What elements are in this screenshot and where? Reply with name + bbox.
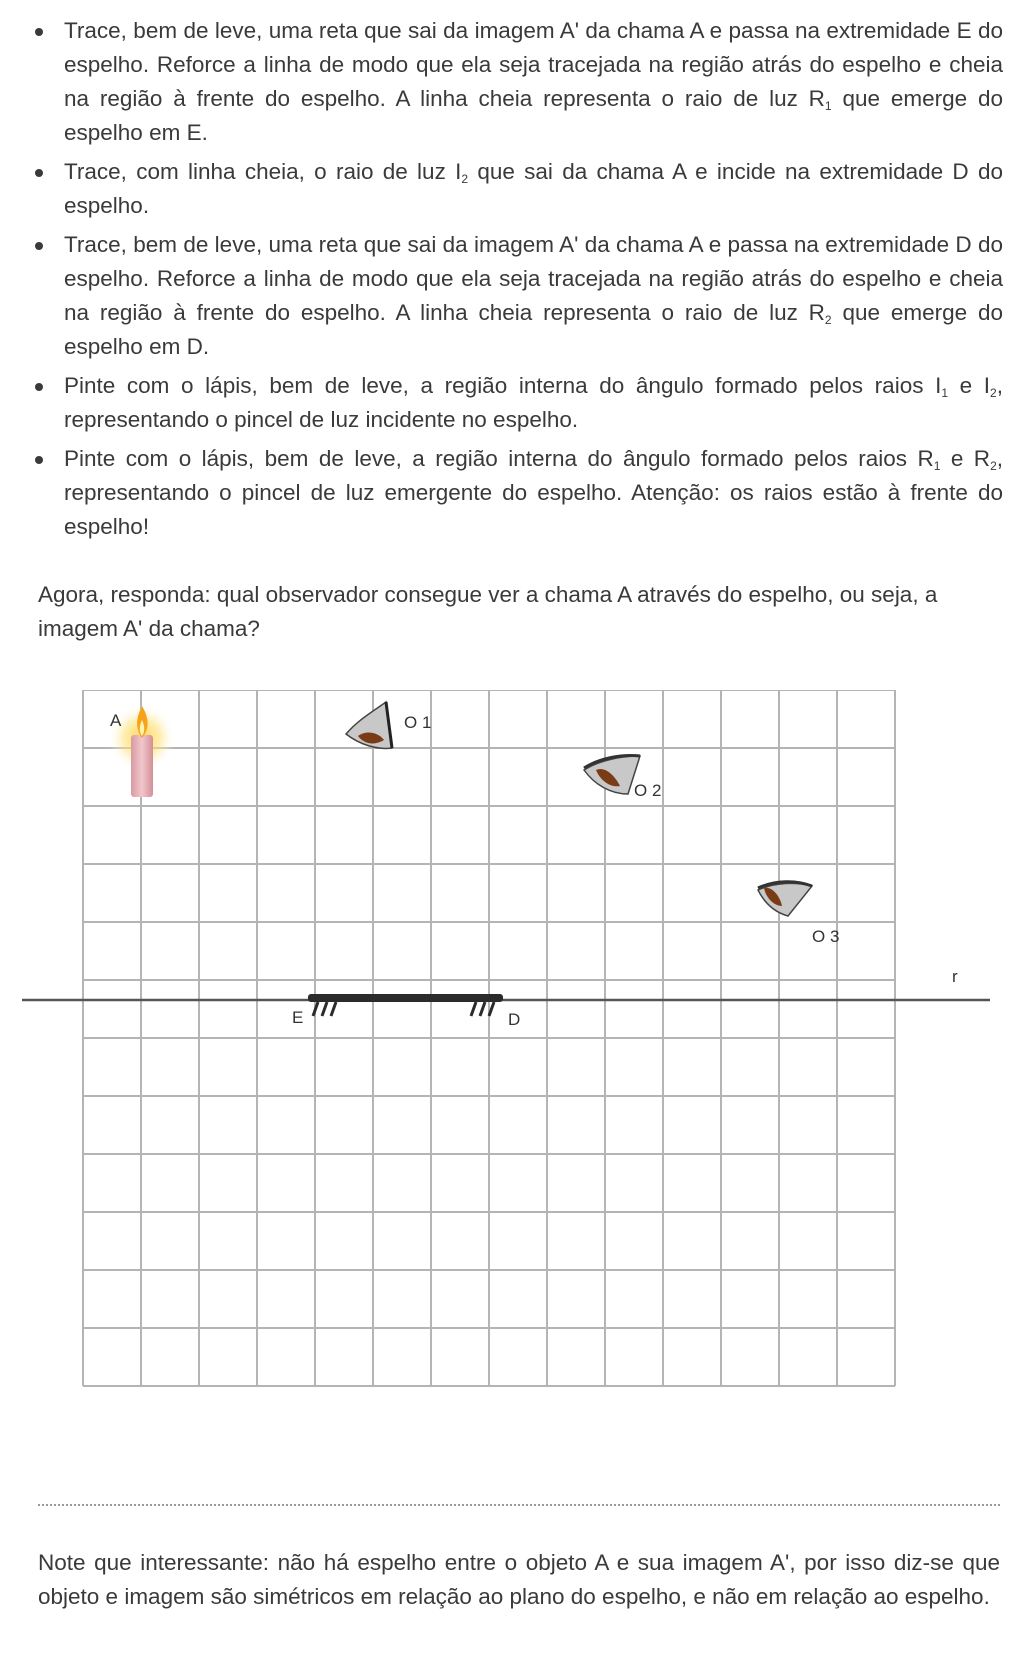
question-text: Agora, responda: qual observador consegue ver a chama A através do espelho, ou seja, a imagem A' da chama? — [38, 582, 938, 641]
observer-o2-label: O 2 — [634, 781, 662, 800]
instruction-list — [28, 14, 1003, 549]
instruction-text: , representando o pincel de luz incidente no espelho. — [64, 373, 1003, 432]
subscript: 1 — [824, 99, 832, 113]
observer-o1-label: O 1 — [404, 713, 432, 732]
instruction-item-5 — [28, 442, 1003, 544]
instruction-text: Trace, com linha cheia, o raio de luz I — [64, 159, 462, 184]
point-d-label: D — [508, 1010, 521, 1029]
instruction-item-2 — [28, 155, 1003, 223]
subscript: 2 — [461, 172, 469, 186]
figure-svg — [0, 690, 1024, 1430]
instruction-item-1 — [28, 14, 1003, 150]
instruction-text: Pinte com o lápis, bem de leve, a região interna do ângulo formado pelos raios R — [64, 446, 934, 471]
subscript: 1 — [941, 386, 949, 400]
instruction-text: Trace, bem de leve, uma reta que sai da imagem A' da chama A e passa na extremidade D do espelho. Reforce a linha de modo que ela seja tracejada na região atrás do espelho e cheia na região à frente do espelho. A linha cheia representa o raio de luz R — [64, 232, 1003, 325]
mirror-grid-figure — [0, 690, 1024, 1430]
observer-o3-label: O 3 — [812, 927, 840, 946]
eye-icon — [584, 756, 640, 795]
instruction-item-3 — [28, 228, 1003, 364]
instruction-text: , representando o pincel de luz emergente do espelho. Atenção: os raios estão à frente do espelho! — [64, 446, 1004, 539]
subscript: 2 — [990, 386, 997, 400]
instruction-text: Pinte com o lápis, bem de leve, a região interna do ângulo formado pelos raios I — [64, 373, 942, 398]
mirror — [308, 994, 503, 1016]
subscript: 2 — [990, 459, 997, 473]
instruction-text: que emerge do espelho em E. — [64, 86, 1003, 145]
grid — [83, 690, 895, 1386]
eye-icon — [758, 882, 812, 916]
subscript: 2 — [824, 313, 832, 327]
instruction-item-4 — [28, 369, 1003, 437]
instruction-text: e R — [940, 446, 991, 471]
line-r-label: r — [952, 967, 958, 986]
instruction-text: que sai da chama A e incide na extremidade D do espelho. — [64, 159, 1003, 218]
candle-icon — [131, 735, 153, 797]
separator — [38, 1504, 1000, 1506]
point-e-label: E — [292, 1008, 304, 1027]
instruction-text: que emerge do espelho em D. — [64, 300, 1003, 359]
subscript: 1 — [933, 459, 941, 473]
instruction-text: e I — [948, 373, 991, 398]
candle-a-label: A — [110, 711, 122, 730]
note-text: Note que interessante: não há espelho entre o objeto A e sua imagem A', por isso diz-se que objeto e imagem são simétricos em relação ao plano do espelho, e não em relação ao espelho. — [38, 1550, 1000, 1609]
instruction-text: Trace, bem de leve, uma reta que sai da imagem A' da chama A e passa na extremidade E do espelho. Reforce a linha de modo que ela seja tracejada na região atrás do espelho e cheia na região à frente do espelho. A linha cheia representa o raio de luz R — [64, 18, 1003, 111]
eye-icon — [346, 702, 392, 748]
